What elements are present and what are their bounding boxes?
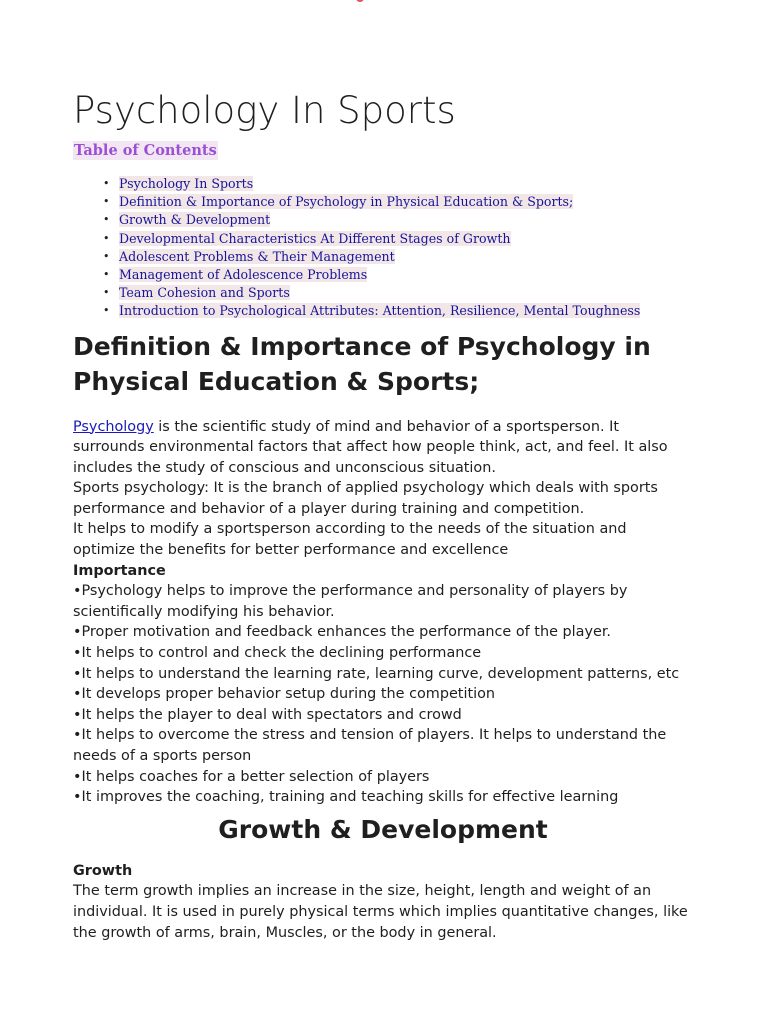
paragraph-line: the growth of arms, brain, Muscles, or the body in general.: [73, 924, 497, 941]
importance-line: •It improves the coaching, training and teaching skills for effective learning: [73, 789, 619, 806]
toc-link-developmental-characteristics[interactable]: Developmental Characteristics At Different Stages of Growth: [119, 230, 511, 246]
bullet-icon: •: [103, 304, 110, 318]
toc-link-adolescent-problems[interactable]: Adolescent Problems & Their Management: [119, 248, 395, 264]
article: [73, 88, 693, 943]
toc-link-psychology-in-sports[interactable]: Psychology In Sports: [119, 176, 254, 191]
importance-line: •Psychology helps to improve the performance and personality of players by: [73, 583, 628, 600]
toc-link-management-adolescence[interactable]: Management of Adolescence Problems: [119, 266, 368, 282]
importance-line: •It helps to control and check the declining performance: [73, 645, 482, 662]
heading-line: Definition & Importance of Psychology in: [73, 331, 651, 361]
toc-link-definition-importance[interactable]: Definition & Importance of Psychology in Physical Education & Sports;: [119, 194, 574, 210]
toc-heading: Table of Contents: [74, 142, 217, 159]
paragraph-line: The term growth implies an increase in the size, height, length and weight of an: [73, 883, 652, 900]
importance-line: •It helps coaches for a better selection of players: [73, 768, 430, 785]
toc-item: [103, 175, 693, 193]
section-heading-growth-development: Growth & Development: [218, 814, 548, 844]
toc-list: [73, 175, 693, 321]
toc-item: [103, 193, 693, 211]
bullet-icon: •: [103, 177, 110, 190]
importance-line: •It helps to understand the learning rate, learning curve, development patterns, etc: [73, 665, 680, 682]
bullet-icon: •: [103, 249, 110, 263]
growth-body: [73, 861, 693, 943]
importance-line: •Proper motivation and feedback enhances the performance of the player.: [73, 624, 611, 641]
paragraph-line: optimize the benefits for better performance and excellence: [73, 542, 509, 559]
paragraph-line: performance and behavior of a player during training and competition.: [73, 500, 585, 517]
paragraph-line: Sports psychology: It is the branch of applied psychology which deals with sports: [73, 480, 658, 497]
toc-link-psychological-attributes[interactable]: Introduction to Psychological Attributes: Attention, Resilience, Mental Toughness: [119, 303, 641, 319]
importance-heading: Importance: [73, 562, 166, 579]
toc-item: [103, 284, 693, 302]
toc: [73, 134, 693, 321]
heading-line: Physical Education & Sports;: [73, 366, 480, 396]
paragraph-text: is the scientific study of mind and behavior of a sportsperson. It: [153, 418, 619, 435]
importance-line: •It helps to overcome the stress and tension of players. It helps to understand the: [73, 727, 667, 744]
importance-line: scientifically modifying his behavior.: [73, 603, 335, 620]
toc-item: [103, 248, 693, 266]
toc-link-team-cohesion[interactable]: Team Cohesion and Sports: [119, 285, 290, 301]
bullet-icon: •: [103, 195, 110, 209]
psychology-link[interactable]: Psychology: [73, 418, 154, 435]
importance-line: •It helps the player to deal with spectators and crowd: [73, 706, 462, 723]
growth-heading: Growth: [73, 862, 133, 879]
top-decoration-mark: [356, 0, 364, 2]
bullet-icon: •: [103, 213, 110, 227]
bullet-icon: •: [103, 231, 110, 245]
toc-item: [103, 266, 693, 284]
paragraph-line: It helps to modify a sportsperson according to the needs of the situation and: [73, 521, 627, 538]
toc-item: [103, 211, 693, 229]
paragraph-line: [73, 417, 693, 438]
importance-line: •It develops proper behavior setup during the competition: [73, 686, 496, 703]
section-heading-definition: [73, 329, 693, 399]
paragraph-line: includes the study of conscious and unconscious situation.: [73, 459, 496, 476]
toc-item: [103, 302, 693, 320]
definition-body: [73, 417, 693, 808]
toc-item: [103, 230, 693, 248]
bullet-icon: •: [103, 267, 110, 281]
importance-line: needs of a sports person: [73, 748, 252, 764]
page-title: Psychology In Sports: [73, 89, 456, 132]
bullet-icon: •: [103, 286, 110, 300]
paragraph-line: surrounds environmental factors that affect how people think, act, and feel. It also: [73, 439, 668, 456]
toc-link-growth-development[interactable]: Growth & Development: [119, 212, 271, 228]
paragraph-line: individual. It is used in purely physical terms which implies quantitative changes, like: [73, 903, 688, 920]
